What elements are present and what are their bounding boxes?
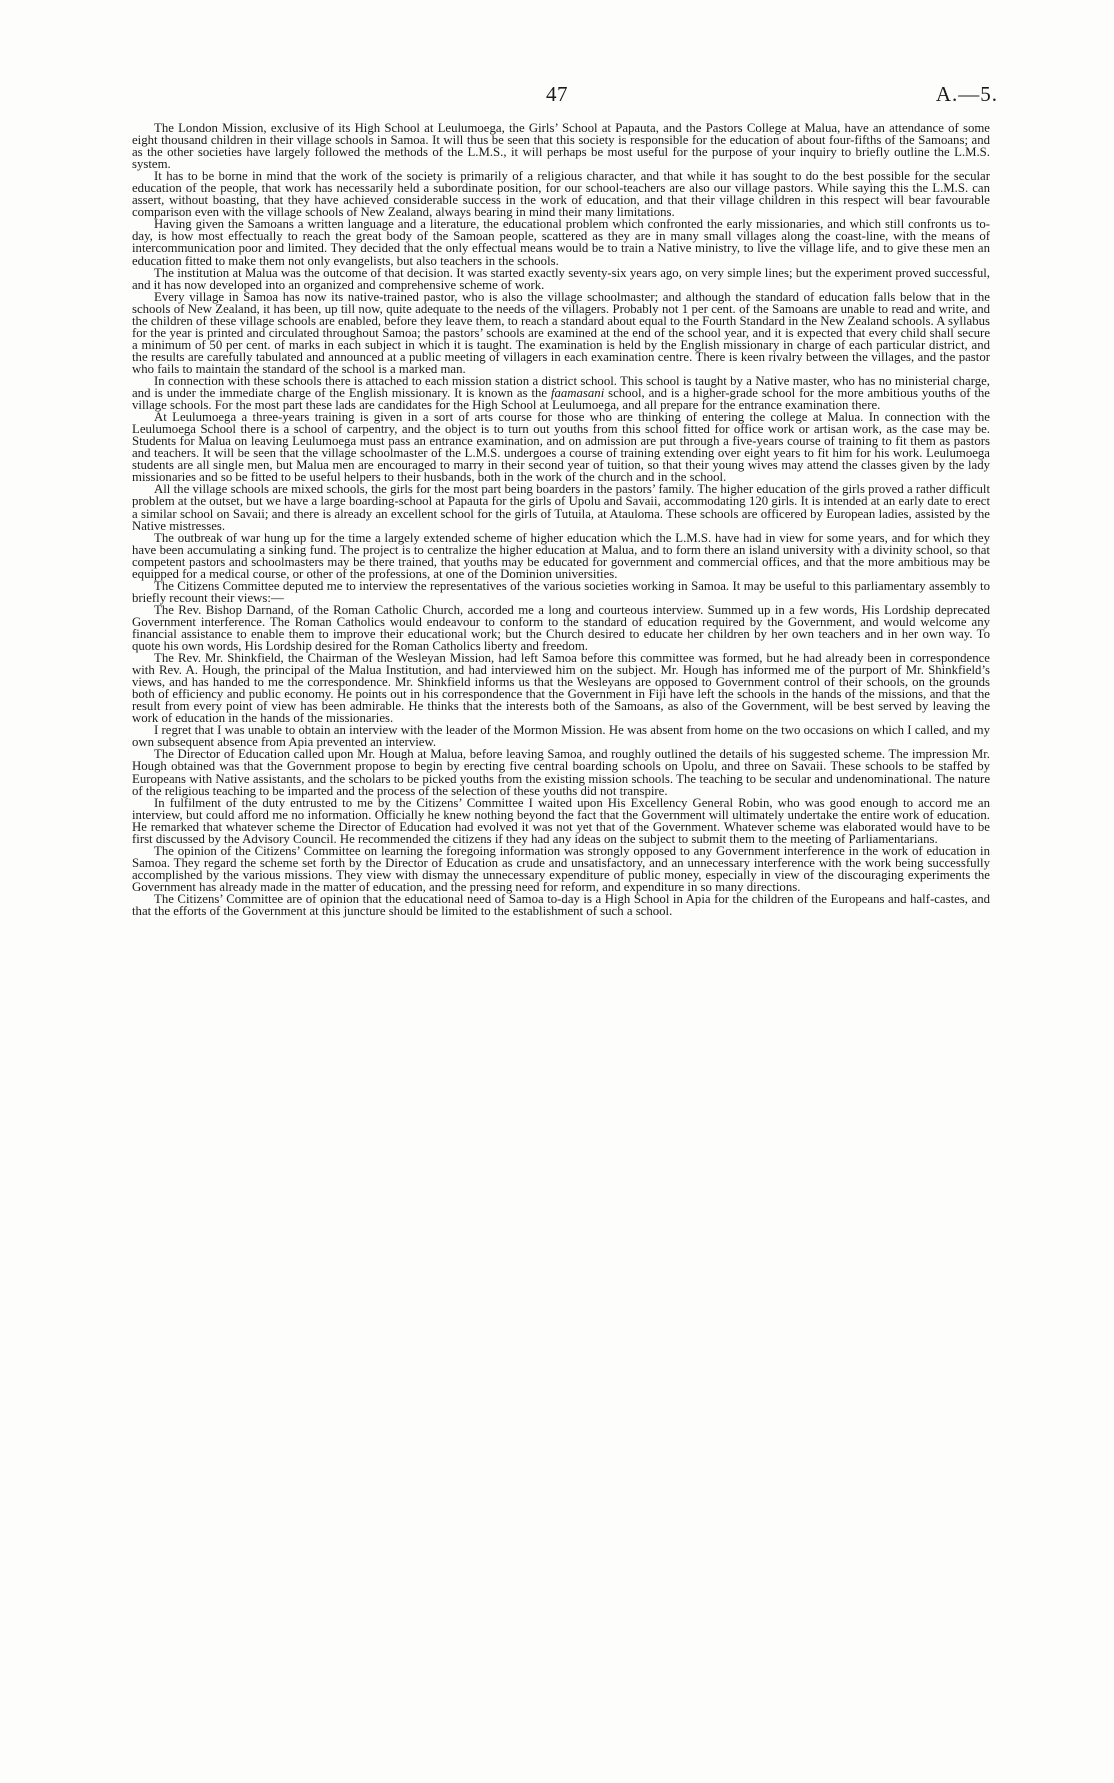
paragraph-district-school: In connection with these schools there is attached to each mission station a district school. This school is taught by a Native master, who has no ministerial charge, and is under the immediate charge of the English missionary. It is known as the faamasani school, and is a higher-grade school for the more ambitious youths of the village schools. For the most part these lads are candidates for the High School at Leulumoega, and all prepare for the entrance examination there.: [132, 373, 990, 413]
paragraph-leulumoega: At Leulumoega a three-years training is given in a sort of arts course for those who are thinking of entering the college at Malua. In connection with the Leulumoega School there is a school of carpentry, and the object is to turn out youths from this school fitted for office work or artisan work, as the case may be. Students for Malua on leaving Leulumoega must pass an entrance examination, and on admission are put through a five-years course of training to fit them as pastors and teachers. It will be seen that the village schoolmaster of the L.M.S. undergoes a course of training extending over eight years to fit him for his work. Leulumoega students are all single men, but Malua men are encouraged to marry in their second year of tuition, so that their young wives may attend the classes given by the lady missionaries and so be fitted to be useful helpers to their husbands, both in the work of the church and in the school.: [132, 410, 990, 485]
paragraph-mr-shinkfield: The Rev. Mr. Shinkfield, the Chairman of the Wesleyan Mission, had left Samoa before this committee was formed, but he had already been in correspondence with Rev. A. Hough, the principal of the Malua Institution, and had interviewed him on the subject. Mr. Hough has informed me of the purport of Mr. Shinkfield’s views, and has handed to me the correspondence. Mr. Shinkfield informs us that the Wesleyans are opposed to Government control of their schools, on the grounds both of efficiency and public economy. He points out in his correspondence that the Government in Fiji have left the schools in the hands of the missions, and that the result from every point of view has been admirable. He thinks that the interests both of the Samoans, as also of the Government, will be best served by leaving the work of education in the hands of the missionaries.: [132, 651, 990, 726]
paragraph-mixed-schools: All the village schools are mixed schools, the girls for the most part being boarders in the pastors’ family. The higher education of the girls proved a rather difficult problem at the outset, but we have a large boarding-school at Papauta for the girls of Upolu and Savaii, accommodating 120 girls. It is intended at an early date to erect a similar school on Savaii; and there is already an excellent school for the girls of Tutuila, at Atauloma. These schools are officered by European ladies, assisted by the Native mistresses.: [132, 482, 990, 533]
document-reference: A.—5.: [935, 82, 998, 106]
paragraph-bishop-darnand: The Rev. Bishop Darnand, of the Roman Catholic Church, accorded me a long and courteous interview. Summed up in a few words, His Lordship deprecated Government interference. The Roman Catholics would endeavour to conform to the standard of education required by the Government, and would welcome any financial assistance to enable them to improve their educational work; but the Church desired to educate her children by her own teachers and in her own way. To quote his own words, His Lordship desired for the Roman Catholics liberty and freedom.: [132, 602, 990, 654]
samoan-term: faamasani: [550, 386, 605, 401]
paragraph-director-of-education: The Director of Education called upon Mr. Hough at Malua, before leaving Samoa, and roughly outlined the details of his suggested scheme. The impression Mr. Hough obtained was that the Government propose to begin by erecting five central boarding schools on Upolu, and three on Savaii. These schools to be staffed by Europeans with Native assistants, and the scholars to be picked youths from the existing mission schools. The teaching to be secular and undenominational. The nature of the religious teaching to be imparted and the process of the selection of these youths did not transpire.: [132, 747, 990, 798]
paragraph-malua-institution: The institution at Malua was the outcome of that decision. It was started exactly seventy-six years ago, on very simple lines; but the experiment proved successful, and it has now developed into an organized and comprehensive scheme of work.: [132, 265, 990, 292]
paragraph-committee-opinion: The opinion of the Citizens’ Committee on learning the foregoing information was strongly opposed to any Government interference in the work of education in Samoa. They regard the scheme set forth by the Director of Education as crude and unsatisfactory, and an unnecessary interference with the work being successfully accomplished by the various missions. They view with dismay the unnecessary expenditure of public money, especially in view of the discouraging experiments the Government has already made in the matter of education, and the pressing need for reform, and expenditure in so many directions.: [132, 843, 990, 894]
paragraph-citizens-committee-deputation: The Citizens Committee deputed me to interview the representatives of the various societies working in Samoa. It may be useful to this parliamentary assembly to briefly recount their views:—: [132, 578, 990, 605]
paragraph-high-school-need: The Citizens’ Committee are of opinion that the educational need of Samoa to-day is a High School in Apia for the children of the Europeans and half-castes, and that the efforts of the Government at this juncture should be limited to the establishment of such a school.: [132, 892, 990, 919]
page-number: 47: [546, 82, 568, 106]
paragraph-general-robin: In fulfilment of the duty entrusted to me by the Citizens’ Committee I waited upon His Excellency General Robin, who was good enough to accord me an interview, but could afford me no information. Officially he knew nothing beyond the fact that the Government will ultimately undertake the entire work of education. He remarked that whatever scheme the Director of Education had evolved it was not yet that of the Government. Whatever scheme was elaborated would have to be first discussed by the Advisory Council. He recommended the citizens if they had any ideas on the subject to submit them to the meeting of Parliamentarians.: [132, 795, 990, 846]
paragraph-mormon-mission: I regret that I was unable to obtain an interview with the leader of the Mormon Mission. He was absent from home on the two occasions on which I called, and my own subsequent absence from Apia prevented an interview.: [132, 723, 990, 750]
paragraph-london-mission: The London Mission, exclusive of its High School at Leulumoega, the Girls’ School at Papauta, and the Pastors College at Malua, have an attendance of some eight thousand children in their village schools in Samoa. It will thus be seen that this society is responsible for the education of about four-fifths of the Samoans; and as the other societies have largely followed the methods of the L.M.S., it will perhaps be most useful for the purpose of your inquiry to briefly outline the L.M.S. system.: [132, 121, 990, 172]
paragraph-religious-character: It has to be borne in mind that the work of the society is primarily of a religious character, and that while it has sought to do the best possible for the secular education of the people, that work has necessarily held a subordinate position, for our school-teachers are also our village pastors. While saying this the L.M.S. can assert, without boasting, that they have achieved considerable success in the work of education, and that their village children in this respect will bear favourable comparison even with the village schools of New Zealand, always bearing in mind their many limitations.: [132, 169, 990, 220]
paragraph-village-pastor: Every village in Samoa has now its native-trained pastor, who is also the village schoolmaster; and although the standard of education falls below that in the schools of New Zealand, it has been, up till now, quite adequate to the needs of the villagers. Probably not 1 per cent. of the Samoans are unable to read and write, and the children of these village schools are enabled, before they leave them, to reach a standard about equal to the Fourth Standard in the New Zealand schools. A syllabus for the year is printed and circulated throughout Samoa; the pastors’ schools are examined at the end of the school year, and it is expected that every child shall secure a minimum of 50 per cent. of marks in each subject in which it is taught. The examination is held by the English missionary in charge of each particular district, and the results are carefully tabulated and announced at a public meeting of villagers in each examination centre. There is keen rivalry between the villages, and the pastor who fails to maintain the standard of the school is a marked man.: [132, 289, 990, 376]
page-header: [0, 82, 1114, 112]
paragraph-outbreak-of-war: The outbreak of war hung up for the time a largely extended scheme of higher education which the L.M.S. have had in view for some years, and for which they have been accumulating a sinking fund. The project is to centralize the higher education at Malua, and to form there an island university with a divinity school, so that competent pastors and schoolmasters may be there trained, that youths may be educated for government and commercial offices, and that the more ambitious may be equipped for a medical course, or other of the professions, at one of the Dominion universities.: [132, 530, 990, 581]
report-body: [132, 122, 990, 917]
paragraph-written-language: Having given the Samoans a written language and a literature, the educational problem which confronted the early missionaries, and which still confronts us to-day, is how most effectually to reach the great body of the Samoan people, scattered as they are in many small villages along the coast-line, with the means of intercommunication poor and limited. They decided that the only effectual means would be to train a Native ministry, to live the village life, and to give these men an education fitted to make them not only evangelists, but also teachers in the schools.: [132, 217, 990, 268]
